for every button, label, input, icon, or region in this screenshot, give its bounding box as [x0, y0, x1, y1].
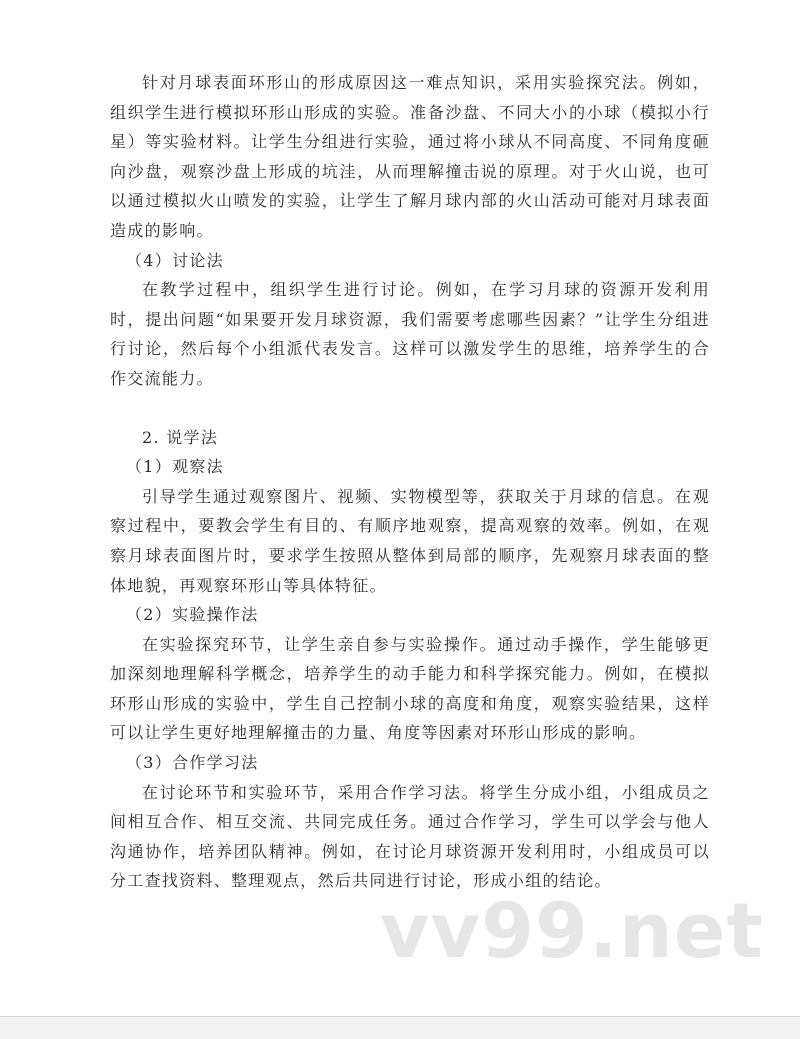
heading-observation-method: （1）观察法 — [126, 457, 224, 477]
heading-discussion-method: （4）讨论法 — [126, 250, 224, 270]
watermark: vv99.net — [380, 886, 764, 975]
page-gap — [0, 1017, 800, 1039]
paragraph-cooperative-learning-method: 在讨论环节和实验环节，采用合作学习法。将学生分成小组，小组成员之间相互合作、相互交流、共同完成任务。通过合作学习，学生可以学会与他人沟通协作，培养团队精神。例如，在讨论月球资源开发利用时，小组成员可以分工查找资料、整理观点，然后共同进行讨论，形成小组的结论。 — [110, 782, 710, 891]
paragraph-discussion-method: 在教学过程中，组织学生进行讨论。例如，在学习月球的资源开发利用时，提出问题“如果要开发月球资源，我们需要考虑哪些因素？”让学生分组进行讨论，然后每个小组派代表发言。这样可以激发学生的思维，培养学生的合作交流能力。 — [110, 280, 710, 388]
paragraph-experiment-operation-method: 在实验探究环节，让学生亲自参与实验操作。通过动手操作，学生能够更加深刻地理解科学概念，培养学生的动手能力和科学探究能力。例如，在模拟环形山形成的实验中，学生自己控制小球的高度和角度，观察实验结果，这样可以让学生更好地理解撞击的力量、角度等因素对环形山形成的影响。 — [110, 634, 710, 743]
document-body — [110, 68, 710, 896]
paragraph-experiment-method: 针对月球表面环形山的形成原因这一难点知识，采用实验探究法。例如，组织学生进行模拟环形山形成的实验。准备沙盘、不同大小的小球（模拟小行星）等实验材料。让学生分组进行实验，通过将小球从不同高度、不同角度砸向沙盘，观察沙盘上形成的坑洼，从而理解撞击说的原理。对于火山说，也可以通过模拟火山喷发的实验，让学生了解月球内部的火山活动可能对月球表面造成的影响。 — [110, 73, 710, 240]
paragraph-observation-method: 引导学生通过观察图片、视频、实物模型等，获取关于月球的信息。在观察过程中，要教会学生有目的、有顺序地观察，提高观察的效率。例如，在观察月球表面图片时，要求学生按照从整体到局部的顺序，先观察月球表面的整体地貌，再观察环形山等具体特征。 — [110, 486, 710, 595]
heading-cooperative-learning-method: （3）合作学习法 — [126, 753, 259, 773]
section-heading-learning-methods: 2. 说学法 — [142, 427, 219, 447]
heading-experiment-operation-method: （2）实验操作法 — [126, 605, 259, 625]
